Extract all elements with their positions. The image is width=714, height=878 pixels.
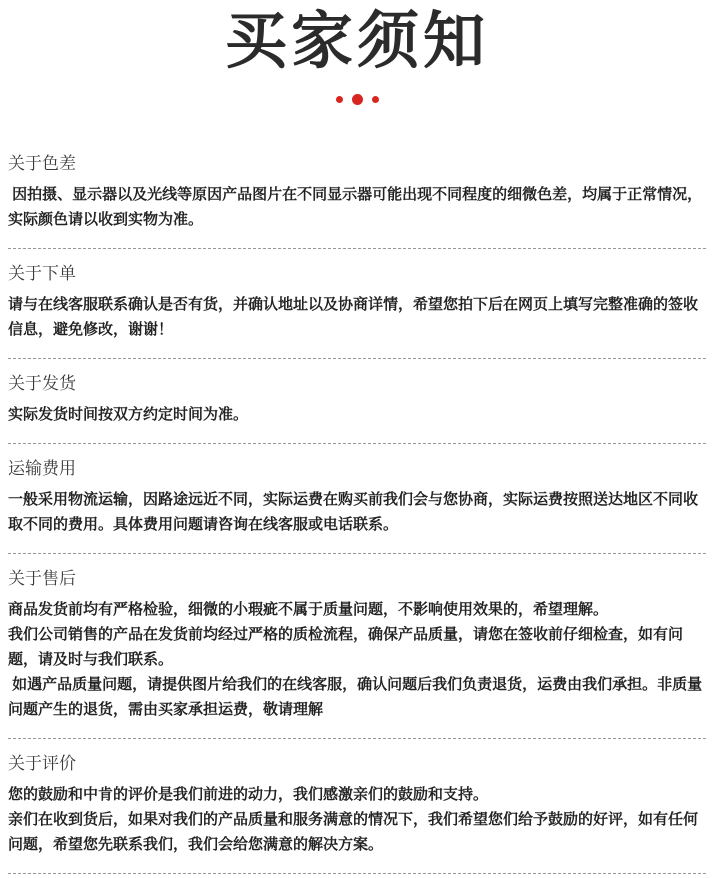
section-ordering (8, 263, 706, 359)
section-heading: 关于评价 (8, 754, 76, 773)
dashed-divider (8, 358, 706, 359)
section-freight-cost (8, 458, 706, 554)
section-paragraph: 请与在线客服联系确认是否有货，并确认地址以及协商详情，希望您拍下后在网页上填写完整准确的签收信息，避免修改，谢谢！ (8, 296, 699, 338)
dashed-divider (8, 738, 706, 739)
section-paragraph: 如遇产品质量问题，请提供图片给我们的在线客服，确认问题后我们负责退货，运费由我们承担。非质量问题产生的退货，需由买家承担运费，敬请理解 (8, 676, 703, 718)
page-title: 买家须知 (224, 7, 489, 76)
section-paragraph: 您的鼓励和中肯的评价是我们前进的动力，我们感激亲们的鼓励和支持。 (8, 786, 489, 803)
red-dot-icon (336, 96, 343, 103)
title-accent-dots (8, 93, 706, 105)
section-color-difference (8, 153, 706, 249)
section-heading: 关于色差 (8, 154, 76, 173)
section-paragraph: 一般采用物流运输，因路途远近不同，实际运费在购买前我们会与您协商，实际运费按照送达地区不同收取不同的费用。具体费用问题请咨询在线客服或电话联系。 (8, 491, 699, 533)
section-heading: 关于下单 (8, 264, 76, 283)
section-reviews (8, 753, 706, 874)
dashed-divider (8, 443, 706, 444)
dashed-divider (8, 553, 706, 554)
section-shipping (8, 373, 706, 444)
section-paragraph: 我们公司销售的产品在发货前均经过严格的质检流程，确保产品质量，请您在签收前仔细检查，如有问题，请及时与我们联系。 (8, 626, 684, 668)
section-heading: 关于发货 (8, 374, 76, 393)
notice-header (8, 8, 706, 105)
section-heading: 关于售后 (8, 569, 76, 588)
section-paragraph: 因拍摄、显示器以及光线等原因产品图片在不同显示器可能出现不同程度的细微色差，均属于正常情况，实际颜色请以收到实物为准。 (8, 186, 703, 228)
notice-body (8, 153, 706, 874)
red-dot-icon (352, 94, 363, 105)
red-dot-icon (372, 96, 379, 103)
dashed-divider (8, 248, 706, 249)
section-paragraph: 亲们在收到货后，如果对我们的产品质量和服务满意的情况下，我们希望您们给予鼓励的好评，如有任何问题，希望您先联系我们，我们会给您满意的解决方案。 (8, 811, 699, 853)
section-after-sales (8, 568, 706, 739)
dashed-divider (8, 873, 706, 874)
section-heading: 运输费用 (8, 459, 76, 478)
section-paragraph: 实际发货时间按双方约定时间为准。 (8, 406, 249, 423)
section-paragraph: 商品发货前均有严格检验，细微的小瑕疵不属于质量问题，不影响使用效果的，希望理解。 (8, 601, 609, 618)
